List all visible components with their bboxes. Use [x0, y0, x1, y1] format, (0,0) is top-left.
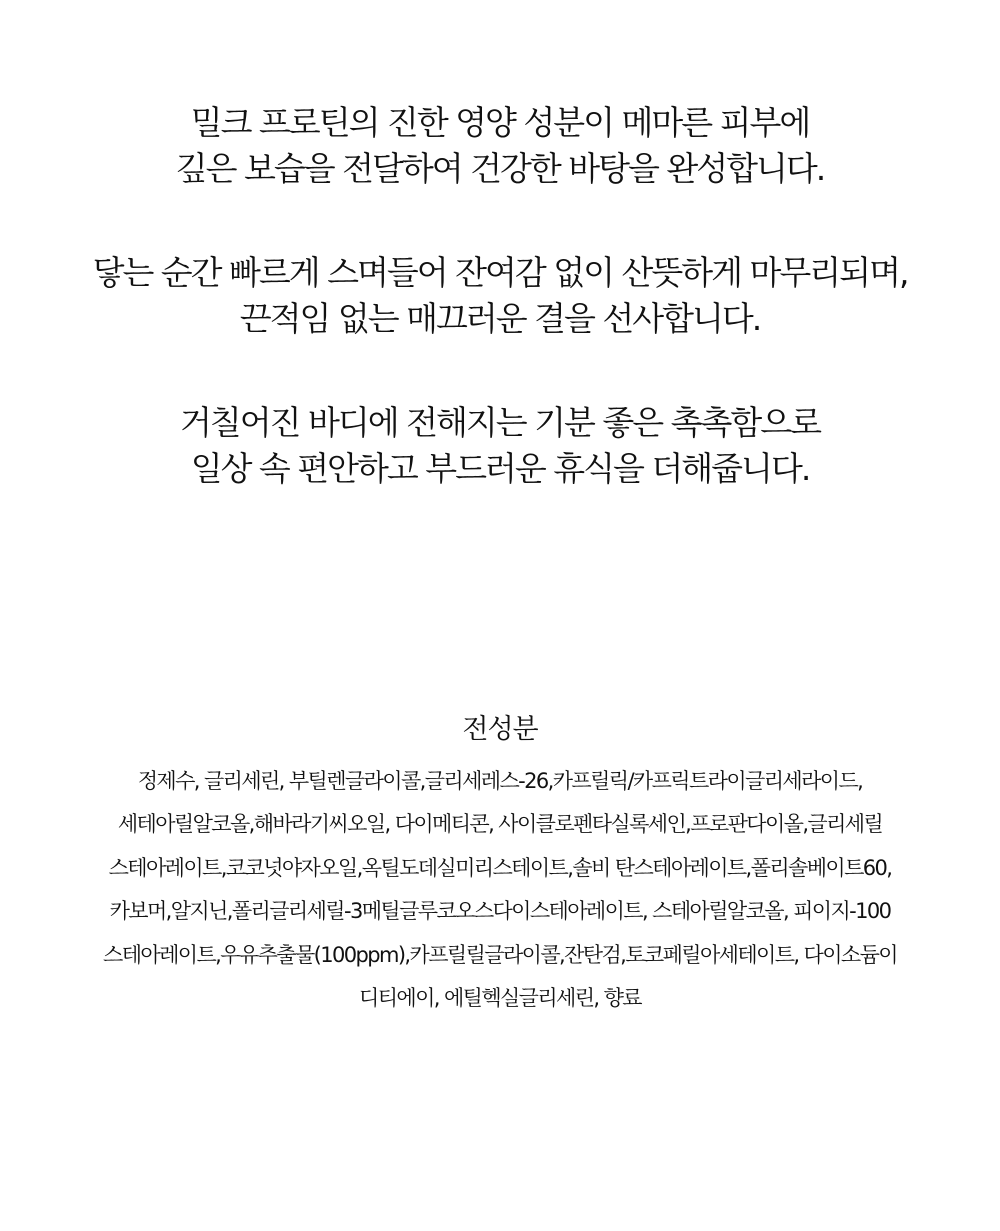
ingredients-title: 전성분 [462, 714, 538, 745]
ingredients-line: 카보머,알지닌,폴리글리세릴-3메틸글루코오스다이스테아레이트, 스테아릴알코올, 피이지-100 [109, 899, 891, 924]
description-paragraph [0, 250, 1000, 342]
ingredients-section [0, 708, 1000, 1020]
description-paragraph [0, 400, 1000, 492]
description-line: 끈적임 없는 매끄러운 결을 선사합니다. [239, 299, 761, 338]
product-description [0, 100, 1000, 550]
description-line: 닿는 순간 빠르게 스며들어 잔여감 없이 산뜻하게 마무리되며, [92, 253, 908, 292]
ingredients-line: 정제수, 글리세린, 부틸렌글라이콜,글리세레스-26,카프릴릭/카프릭트라이글리세라이드, [137, 769, 863, 793]
description-line: 밀크 프로틴의 진한 영양 성분이 메마른 피부에 [190, 103, 810, 142]
ingredients-line: 디티에이, 에틸헥실글리세린, 향료 [359, 986, 641, 1011]
description-line: 일상 속 편안하고 부드러운 휴식을 더해줍니다. [190, 449, 810, 488]
description-line: 거칠어진 바디에 전해지는 기분 좋은 촉촉함으로 [179, 403, 820, 442]
description-line: 깊은 보습을 전달하여 건강한 바탕을 완성합니다. [175, 149, 825, 188]
description-paragraph [0, 100, 1000, 192]
ingredients-line: 세테아릴알코올,해바라기씨오일, 다이메티콘, 사이클로펜타실록세인,프로판다이올,글리세릴 [117, 812, 883, 837]
ingredients-line: 스테아레이트,우유추출물(100ppm),카프릴릴글라이콜,잔탄검,토코페릴아세테이트, 다이소듐이 [103, 942, 897, 967]
ingredients-line: 스테아레이트,코코넛야자오일,옥틸도데실미리스테이트,솔비 탄스테아레이트,폴리솔베이트60, [108, 855, 892, 880]
